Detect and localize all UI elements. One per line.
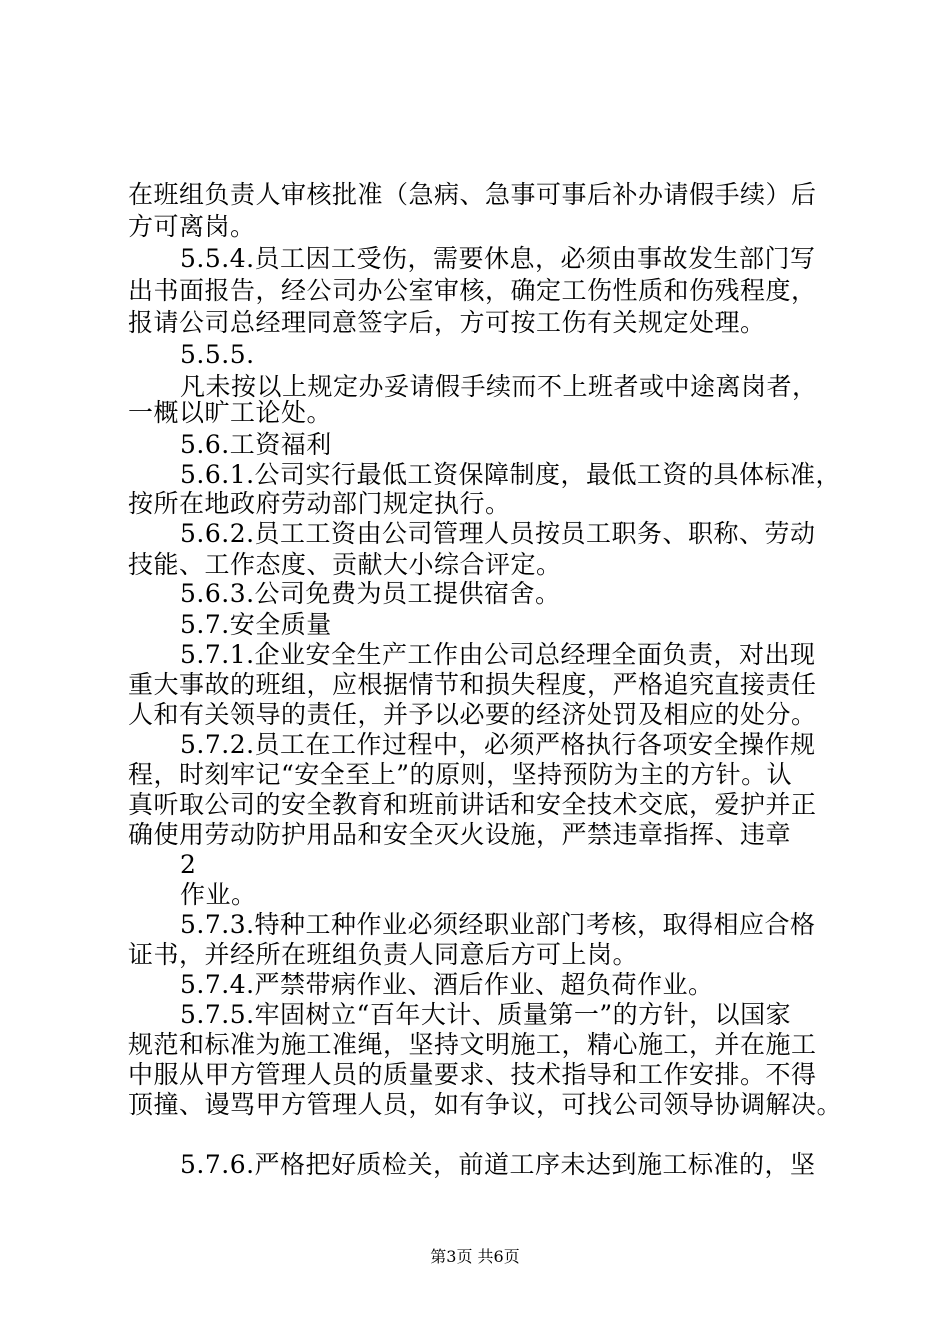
text-line: 5.7.2.员工在工作过程中，必须严格执行各项安全操作规 (180, 730, 816, 759)
text-line: 作业。 (180, 880, 257, 909)
text-line: 报请公司总经理同意签字后，方可按工伤有关规定处理。 (128, 308, 766, 337)
page-marker: 2 (180, 850, 197, 879)
page-footer: 第3页 共6页 (430, 1247, 520, 1266)
text-line: 5.6.3.公司免费为员工提供宿舍。 (180, 579, 561, 608)
text-line: 5.7.5.牢固树立“百年大计、质量第一”的方针，以国家 (180, 1000, 792, 1029)
text-line: 重大事故的班组，应根据情节和损失程度，严格追究直接责任 (128, 670, 817, 699)
text-line: 5.5.5. (180, 340, 255, 369)
text-line: 中服从甲方管理人员的质量要求、技术指导和工作安排。不得 (128, 1060, 817, 1089)
section-heading: 5.6.工资福利 (180, 430, 332, 459)
text-line: 方可离岗。 (128, 212, 256, 241)
text-line: 证书，并经所在班组负责人同意后方可上岗。 (128, 940, 639, 969)
text-line: 确使用劳动防护用品和安全灭火设施，严禁违章指挥、违章 (128, 820, 792, 849)
text-line: 按所在地政府劳动部门规定执行。 (128, 489, 511, 518)
text-line: 规范和标准为施工准绳，坚持文明施工，精心施工，并在施工 (128, 1030, 817, 1059)
text-line: 5.5.4.员工因工受伤，需要休息，必须由事故发生部门写 (180, 244, 816, 273)
section-heading: 5.7.安全质量 (180, 610, 332, 639)
text-line: 5.7.6.严格把好质检关，前道工序未达到施工标准的，坚 (180, 1150, 816, 1179)
text-line: 技能、工作态度、贡献大小综合评定。 (128, 550, 562, 579)
text-line: 程，时刻牢记“安全至上”的原则，坚持预防为主的方针。认 (128, 760, 793, 789)
text-line: 凡未按以上规定办妥请假手续而不上班者或中途离岗者， (180, 372, 818, 401)
text-line: 5.7.3.特种工种作业必须经职业部门考核，取得相应合格 (180, 910, 816, 939)
text-line: 人和有关领导的责任，并予以必要的经济处罚及相应的处分。 (128, 700, 817, 729)
text-line: 出书面报告，经公司办公室审核，确定工伤性质和伤残程度， (128, 276, 817, 305)
text-line: 5.6.1.公司实行最低工资保障制度，最低工资的具体标准， (180, 460, 842, 489)
text-line: 5.7.4.严禁带病作业、酒后作业、超负荷作业。 (180, 970, 714, 999)
text-line: 顶撞、谩骂甲方管理人员，如有争议，可找公司领导协调解决。 (128, 1090, 843, 1119)
text-line: 真听取公司的安全教育和班前讲话和安全技术交底，爱护并正 (128, 790, 817, 819)
text-line: 一概以旷工论处。 (128, 398, 333, 427)
text-line: 在班组负责人审核批准（急病、急事可事后补办请假手续）后 (128, 180, 817, 209)
text-line: 5.7.1.企业安全生产工作由公司总经理全面负责，对出现 (180, 640, 816, 669)
text-line: 5.6.2.员工工资由公司管理人员按员工职务、职称、劳动 (180, 519, 816, 548)
